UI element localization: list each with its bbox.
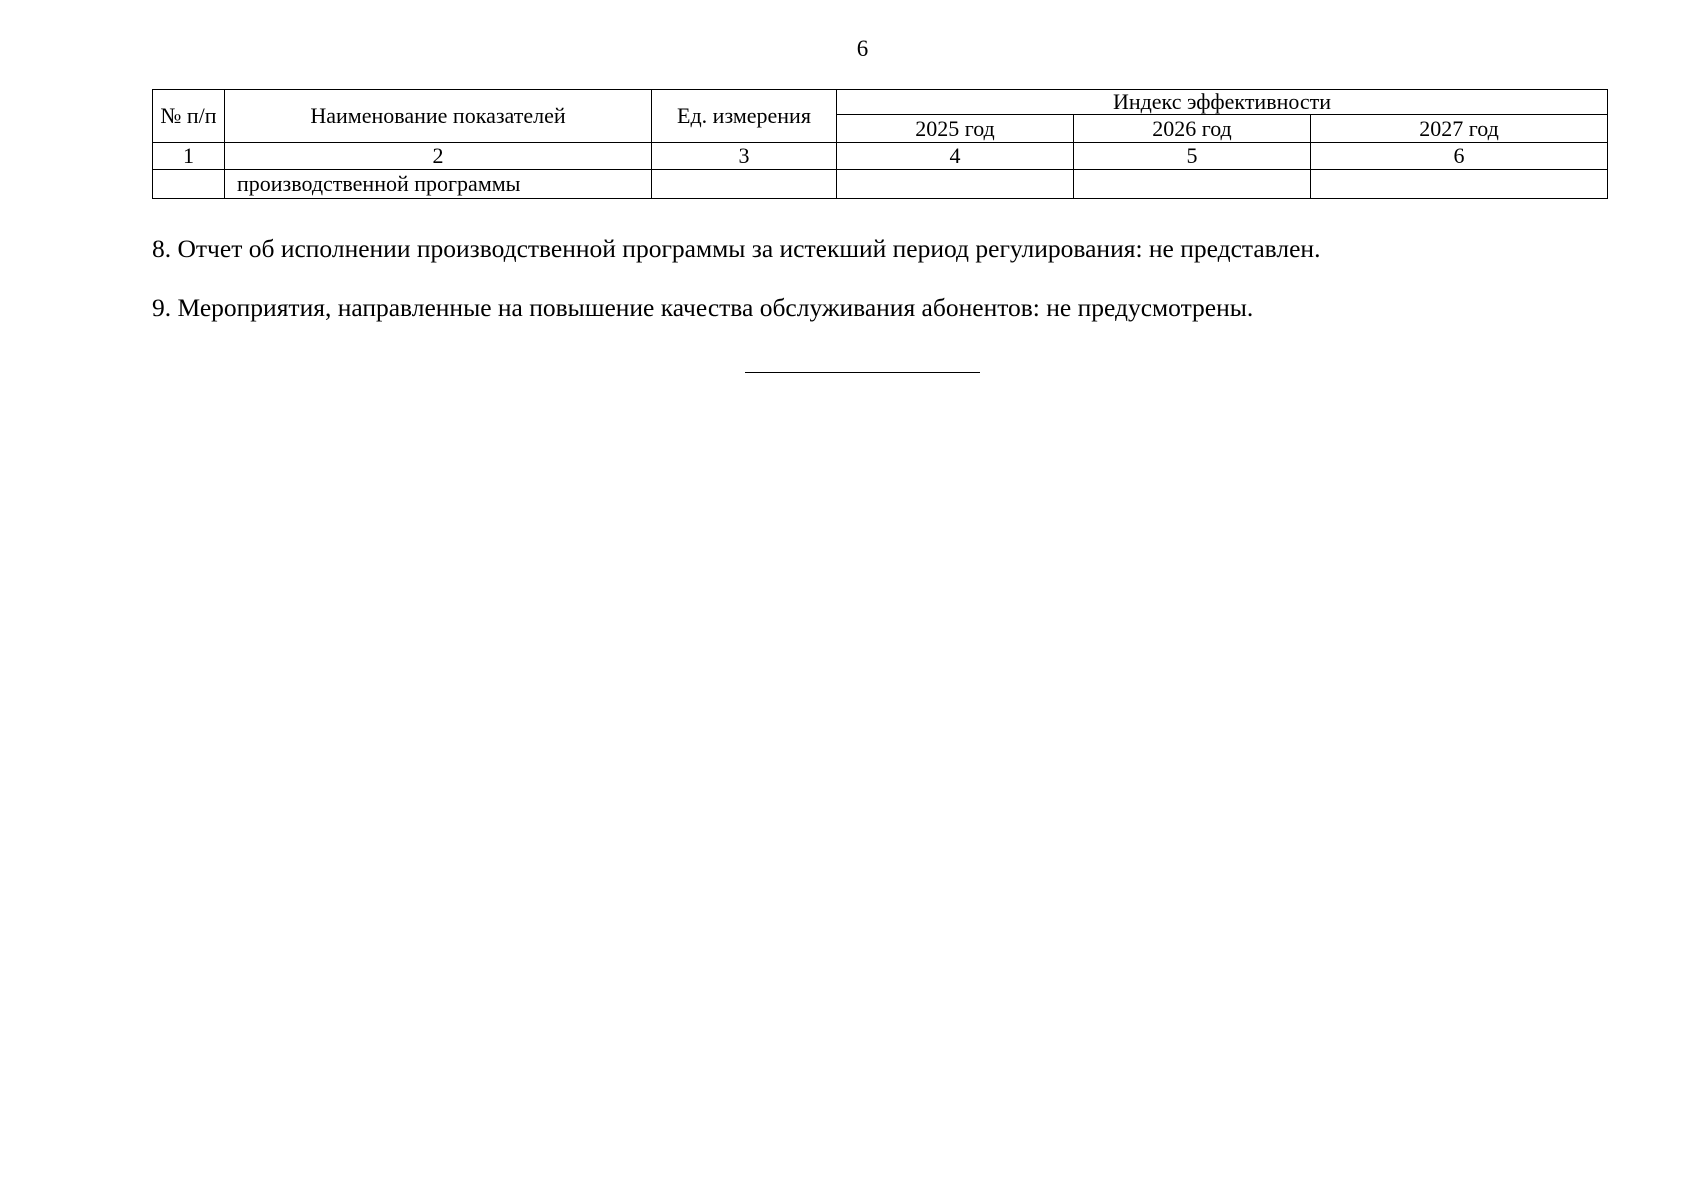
header-year: 2026 год xyxy=(1074,115,1311,143)
column-number: 2 xyxy=(225,143,652,170)
column-number: 1 xyxy=(153,143,225,170)
column-number: 4 xyxy=(837,143,1074,170)
row-value xyxy=(1311,170,1608,199)
paragraph-8: 8. Отчет об исполнении производственной программы за истекший период регулирования: не представлен. xyxy=(152,234,1321,263)
table-header-row xyxy=(153,90,1608,115)
header-index-group: Индекс эффективности xyxy=(837,90,1608,115)
paragraph-9: 9. Мероприятия, направленные на повышение качества обслуживания абонентов: не предусмотрены. xyxy=(152,293,1254,322)
indicators-table xyxy=(152,89,1608,199)
column-numbers-row xyxy=(153,143,1608,170)
table-row xyxy=(153,170,1608,199)
header-unit: Ед. измерения xyxy=(652,90,837,143)
end-rule xyxy=(745,372,980,373)
header-name: Наименование показателей xyxy=(225,90,652,143)
header-year: 2025 год xyxy=(837,115,1074,143)
column-number: 3 xyxy=(652,143,837,170)
header-year: 2027 год xyxy=(1311,115,1608,143)
header-num: № п/п xyxy=(153,90,225,143)
row-value xyxy=(837,170,1074,199)
row-num xyxy=(153,170,225,199)
row-unit xyxy=(652,170,837,199)
page-number: 6 xyxy=(856,36,869,61)
row-value xyxy=(1074,170,1311,199)
row-name: производственной программы xyxy=(225,170,652,199)
column-number: 5 xyxy=(1074,143,1311,170)
column-number: 6 xyxy=(1311,143,1608,170)
